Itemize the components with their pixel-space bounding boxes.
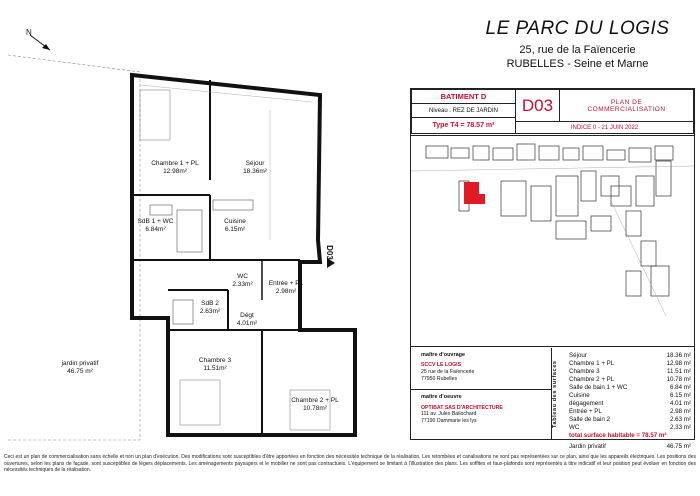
table-row: Séjour 18.36 m² <box>569 352 691 359</box>
disclaimer-text: Ceci est un plan de commercialisation sans échelle et non un plan d'exécution. Des modifications sont susceptibles d'être apportées en fonction des nécessités technique de la réalisation. Les retombées et canalisations ne sont pas représentées sur ce plan, ainsi que les appareils électriques. Les positions des ouvertures, selon les plans de façade, sont susceptibles de légers déplacements. Les aménagements paysagers et le mobilier ne sont pas contractuels. L'équipement se limitant à l'illustration des plans. Les soffites et faux-plafonds sont représentés à titre indicatif et leur position peut évoluer en fonction des nécessités techniques de la réalisation. <box>4 454 696 473</box>
north-label: N <box>26 28 32 37</box>
table-row: Salle de bain 1 + WC 6.84 m² <box>569 384 691 391</box>
project-title: LE PARC DU LOGIS <box>485 18 670 39</box>
maitre-ouvrage-addr2: 77950 Rubelles <box>421 375 458 382</box>
type-label: Type T4 = 78.57 m² <box>411 117 516 134</box>
project-city: RUBELLES - Seine et Marne <box>506 58 649 70</box>
lot-number: D03 <box>515 89 560 122</box>
table-row: Chambre 2 + PL 10.78 m² <box>569 376 691 383</box>
room-name: jardin privatif <box>61 360 99 367</box>
room-chambre-2 <box>280 397 350 413</box>
table-row: Salle de bain 2 2.63 m² <box>569 416 691 423</box>
surface-table <box>551 348 694 450</box>
room-area: 18.36m² <box>243 168 267 176</box>
table-row: WC 2.33 m² <box>569 424 691 431</box>
room-sdb1 <box>133 218 178 234</box>
room-name: Dégt <box>240 312 254 319</box>
table-row: Cuisine 6.15 m² <box>569 392 691 399</box>
indice-label: INDICE 0 - 21 JUIN 2022 <box>515 121 694 134</box>
project-title-block <box>455 18 700 70</box>
room-area: 2.33m² <box>232 281 253 289</box>
project-address: 25, rue de la Faïencerie <box>519 44 636 56</box>
maitre-ouvrage-addr1: 25 rue de la Faïencerie <box>421 368 475 375</box>
table-row: dégagement 4.01 m² <box>569 400 691 407</box>
maitre-oeuvre-label: maître d'oeuvre <box>421 394 462 401</box>
room-degagement <box>232 312 262 328</box>
room-cuisine <box>210 218 260 234</box>
cartouche-header <box>411 89 694 134</box>
room-area: 6.15m² <box>224 226 246 234</box>
room-name: WC <box>237 273 248 280</box>
room-sdb2 <box>195 300 225 316</box>
surfaces-list <box>569 352 691 451</box>
room-area: 6.84m² <box>145 226 166 234</box>
lot-marker: D03 <box>324 245 334 260</box>
batiment-label: BATIMENT D <box>411 89 516 104</box>
contractor-info <box>411 348 551 440</box>
room-name: Séjour <box>245 160 265 167</box>
table-row: Jardin privatif 46.75 m² <box>569 443 691 450</box>
room-sejour <box>225 160 285 176</box>
room-name: Cuisine <box>224 218 246 225</box>
room-name: Chambre 2 + PL <box>291 397 339 404</box>
room-area: 4.01m² <box>236 320 258 328</box>
room-name: SdB 1 + WC <box>137 218 174 225</box>
room-wc <box>225 273 260 289</box>
site-map <box>411 135 694 347</box>
room-name: SdB 2 <box>201 300 219 307</box>
title-block <box>410 88 695 450</box>
room-entree <box>266 280 306 296</box>
plan-label: PLAN DE COMMERCIALISATION <box>559 89 694 122</box>
maitre-ouvrage-label: maître d'ouvrage <box>421 352 466 358</box>
room-area: 46.75 m² <box>67 368 93 376</box>
room-area: 2.63m² <box>199 308 221 316</box>
niveau-label: Niveau : REZ DE JARDIN <box>411 103 516 118</box>
table-row: Chambre 3 11.51 m² <box>569 368 691 375</box>
table-row: Chambre 1 + PL 12.98 m² <box>569 360 691 367</box>
room-area: 10.78m² <box>303 405 327 413</box>
room-jardin <box>45 360 115 376</box>
room-name: Chambre 3 <box>198 357 232 364</box>
room-name: Chambre 1 + PL <box>151 160 199 167</box>
table-row: Entrée + PL 2.98 m² <box>569 408 691 415</box>
site-plan-drawing <box>411 136 694 347</box>
maitre-oeuvre-addr1: 111 av. Jules Bailochard <box>421 411 477 418</box>
room-area: 12.98m² <box>163 168 187 176</box>
total-row: total surface habitable = 78.57 m² <box>569 432 667 439</box>
maitre-oeuvre-addr2: 77190 Dammarie les lys <box>421 418 477 425</box>
room-name: Entrée + PL <box>268 280 304 287</box>
room-area: 2.98m² <box>275 288 297 296</box>
room-chambre-3 <box>185 357 245 373</box>
room-area: 11.51m² <box>203 365 227 373</box>
surface-table-label: Tableau des surfaces <box>552 360 558 428</box>
maitre-oeuvre-name: OPTIBAT SAS D'ARCHITECTURE <box>421 404 503 411</box>
maitre-ouvrage-name: SCCV LE LOGIS <box>421 362 462 369</box>
room-chambre-1 <box>140 160 210 176</box>
